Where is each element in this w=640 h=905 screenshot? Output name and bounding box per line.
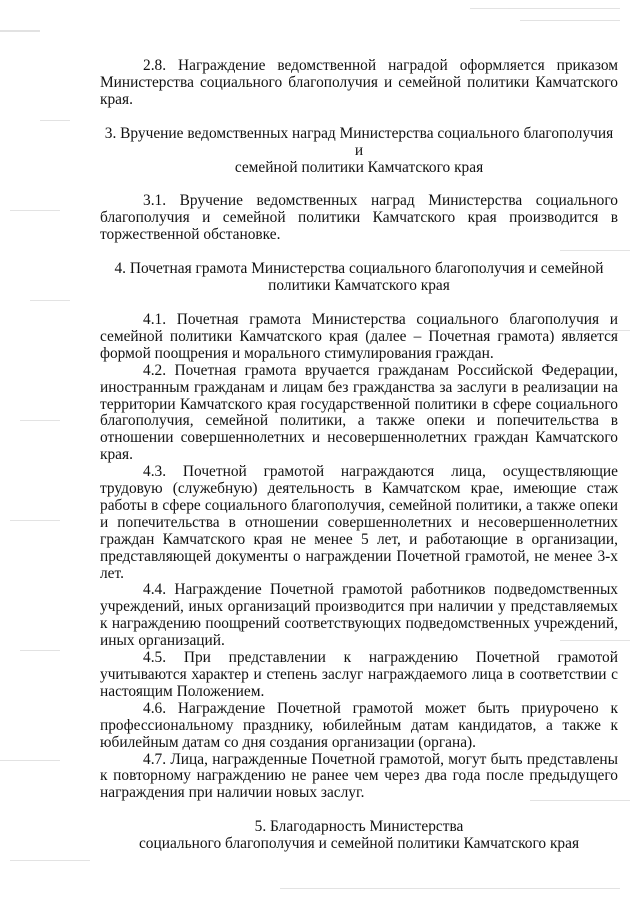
paragraph-3-1: 3.1. Вручение ведомственных наград Министерства социального благополучия и семейной политики Камчатского края производится в торжественной обстановке. <box>100 192 618 244</box>
heading-5-line-1: 5. Благодарность Министерства <box>254 818 464 836</box>
paragraph-4-4: 4.4. Награждение Почетной грамотой работников подведомственных учреждений, иных организаций производится при наличии у представляемых к награждению поощрений соответствующих подведомственных учреждений, иных организаций. <box>100 581 618 650</box>
section-heading-5 <box>100 819 618 853</box>
paragraph-4-3: 4.3. Почетной грамотой награждаются лица, осуществляющие трудовую (служебную) деятельность в Камчатском крае, имеющие стаж работы в сфере социального благополучия, семейной политики, а также опеки и попечительства в отношении совершеннолетних и несовершеннолетних граждан Камчатского края не менее 5 лет, и работающие в организации, представляющей документы о награждении Почетной грамотой, не менее 3-х лет. <box>100 463 618 582</box>
paragraph-4-5: 4.5. При представлении к награждению Почетной грамотой учитываются характер и степень заслуг награждаемого лица в соответствии с настоящим Положением. <box>100 649 618 700</box>
heading-3-line-1: 3. Вручение ведомственных наград Министерства социального благополучия и <box>104 124 614 159</box>
heading-3-line-2: семейной политики Камчатского края <box>234 158 484 176</box>
paragraph-4-1: 4.1. Почетная грамота Министерства социального благополучия и семейной политики Камчатского края (далее – Почетная грамота) является формой поощрения и морального стимулирования граждан. <box>100 310 618 362</box>
paragraph-2-8: 2.8. Награждение ведомственной наградой оформляется приказом Министерства социального благополучия и семейной политики Камчатского края. <box>100 57 618 108</box>
heading-5-line-2: социального благополучия и семейной политики Камчатского края <box>138 835 580 853</box>
paragraph-4-2: 4.2. Почетная грамота вручается гражданам Российской Федерации, иностранным гражданам и лицам без гражданства за заслуги в реализации на территории Камчатского края государственной политики в сфере социального благополучия, семейной политики, а также опеки и попечительства в отношении совершеннолетних и несовершеннолетних граждан Камчатского края. <box>100 361 618 464</box>
paragraph-4-6: 4.6. Награждение Почетной грамотой может быть приурочено к профессиональному празднику, юбилейным датам кандидатов, а также к юбилейным датам со дня создания организации (органа). <box>100 699 618 751</box>
document-body <box>100 58 618 853</box>
paragraph-4-7: 4.7. Лица, награжденные Почетной грамотой, могут быть представлены к повторному награждению не ранее чем через два года после предыдущего награждения при наличии новых заслуг. <box>100 750 618 802</box>
section-heading-3 <box>100 126 618 177</box>
heading-4-line-1: 4. Почетная грамота Министерства социального благополучия и семейной <box>114 260 604 278</box>
section-heading-4 <box>100 261 618 295</box>
heading-4-line-2: политики Камчатского края <box>268 277 450 295</box>
